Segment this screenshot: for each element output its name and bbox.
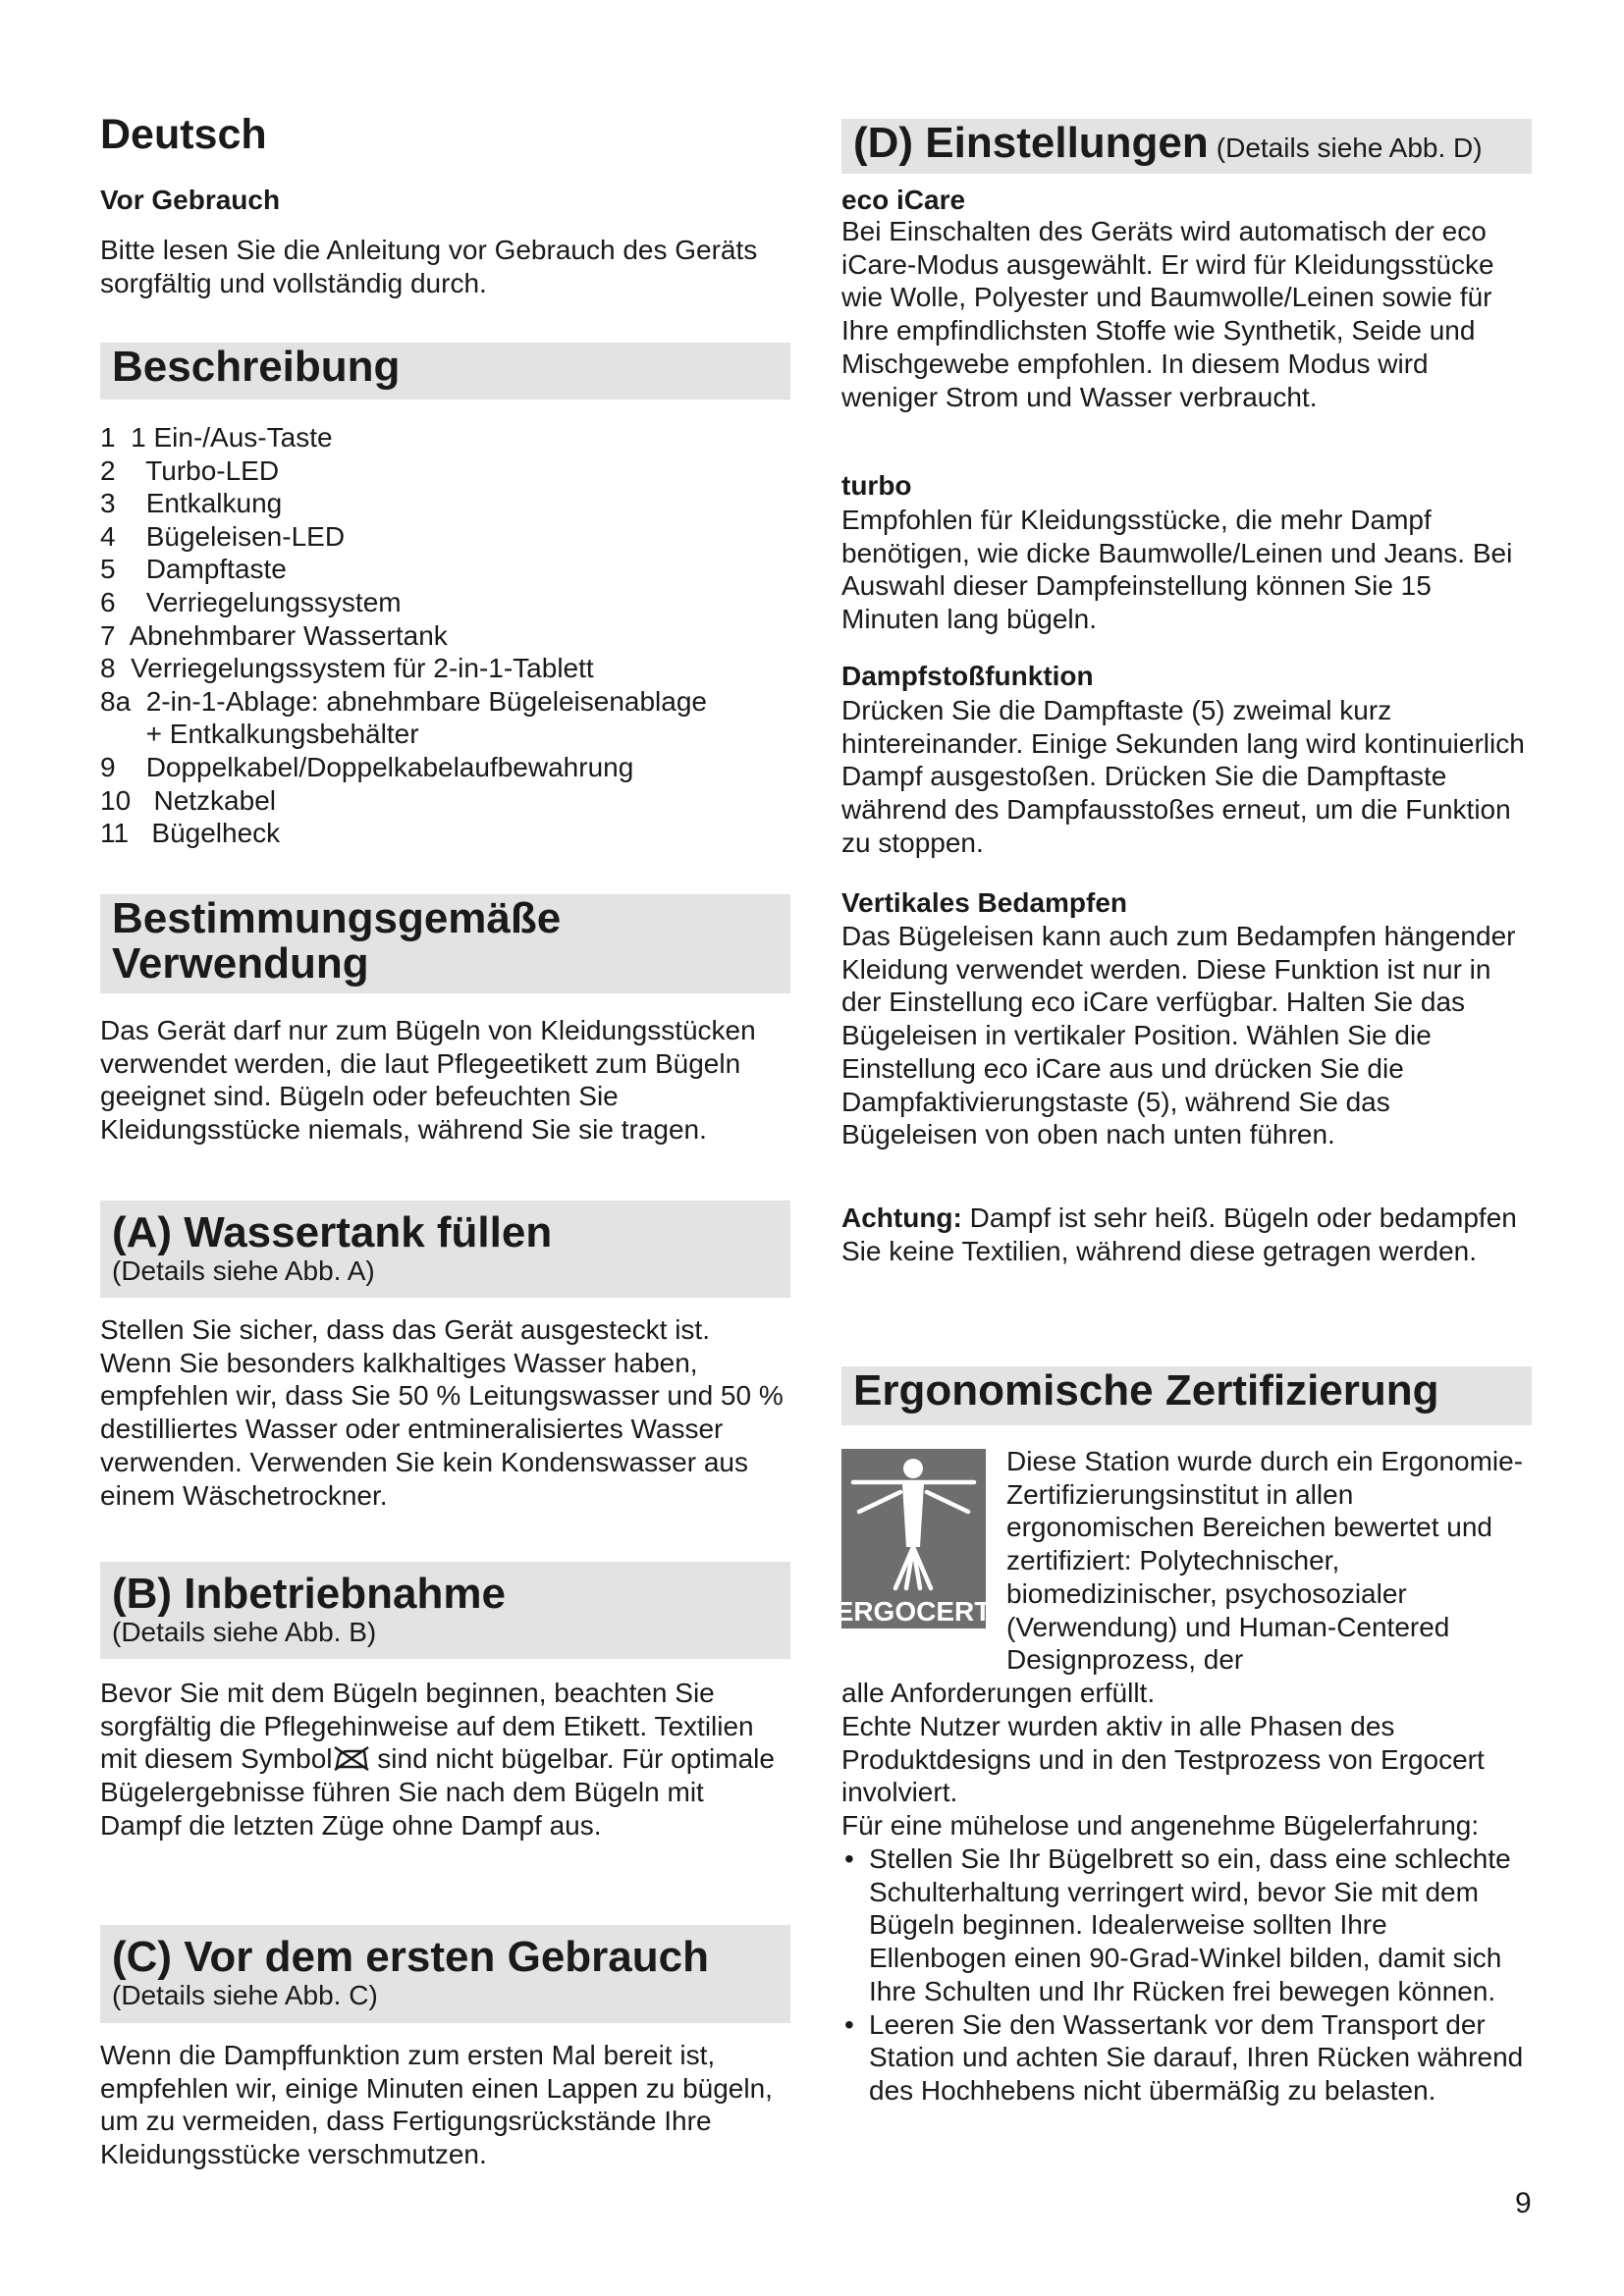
ergo-text-intro: Für eine mühelose und angenehme Bügelerfahrung:: [841, 1810, 1480, 1841]
no-ironing-icon: [333, 1745, 370, 1771]
list-item: [841, 2008, 1532, 2108]
bestimmung-text: Das Gerät darf nur zum Bügeln von Kleidungsstücken verwendet werden, die laut Pflegeetikett zum Bügeln geeignet sind. Bügeln oder befeuchten Sie Kleidungsstücke niemals, während Sie sie tragen.: [100, 1015, 756, 1146]
section-b-text-part1: Bevor Sie mit dem Bügeln beginnen, beachten Sie sorgfältig die Pflegehinweise auf dem Etikett. Textilien mit diesem Symbol: [100, 1678, 754, 1775]
section-b-title: (B) Inbetriebnahme: [112, 1570, 506, 1618]
ergo-header: [841, 1366, 1532, 1425]
ergo-title: Ergonomische Zertifizierung: [853, 1366, 1439, 1415]
page-number: 9: [1515, 2187, 1532, 2219]
section-a-text: Stellen Sie sicher, dass das Gerät ausgesteckt ist. Wenn Sie besonders kalkhaltiges Wasser haben, empfehlen wir, dass Sie 50 % Leitungswasser und 50 % destilliertes Wasser oder entmineralisiertes Wasser verwenden. Verwenden Sie kein Kondenswasser aus einem Wäschetrockner.: [100, 1314, 784, 1511]
section-c-header: [100, 1925, 790, 2023]
achtung-label: Achtung:: [841, 1202, 962, 1233]
section-b-text-part2: sind nicht bügelbar. Für optimale Bügelergebnisse führen Sie nach dem Bügeln mit Dampf die letzten Züge ohne Dampf aus.: [100, 1743, 775, 1841]
eco-icare-text: Bei Einschalten des Geräts wird automatisch der eco iCare-Modus ausgewählt. Er wird für Kleidungsstücke wie Wolle, Polyester und Baumwolle/Leinen sowie für Ihre empfindlichsten Stoffe wie Synthetik, Seide und Mischgewebe empfohlen. In diesem Modus wird weniger Strom und Wasser verbraucht.: [841, 216, 1494, 412]
eco-icare-heading: eco iCare: [841, 185, 966, 215]
section-b-header: [100, 1562, 790, 1659]
list-item: 8 Verriegelungssystem für 2-in-1-Tablett: [100, 653, 594, 684]
ergocert-logo: [841, 1449, 986, 1629]
list-item: 4 Bügeleisen-LED: [100, 520, 346, 552]
section-c-text: Wenn die Dampffunktion zum ersten Mal bereit ist, empfehlen wir, einige Minuten einen Lappen zu bügeln, um zu vermeiden, dass Fertigungsrückstände Ihre Kleidungsstücke verschmutzen.: [100, 2040, 773, 2170]
ergo-bullet-list: [841, 1842, 1532, 2108]
list-item: 6 Verriegelungssystem: [100, 586, 402, 617]
vor-gebrauch-heading: Vor Gebrauch: [100, 185, 281, 215]
ergo-text-cont: alle Anforderungen erfüllt.: [841, 1678, 1156, 1708]
list-item: 7 Abnehmbarer Wassertank: [100, 619, 448, 651]
section-c-subtitle: (Details siehe Abb. C): [112, 1980, 378, 2010]
ergocert-logo-text: ERGOCERT: [841, 1596, 986, 1627]
vor-gebrauch-text: Bitte lesen Sie die Anleitung vor Gebrauch des Geräts sorgfältig und vollständig durch.: [100, 235, 758, 298]
bestimmung-title-line2: Verwendung: [112, 939, 369, 988]
section-b-text: [100, 1677, 790, 1842]
dampfstoss-heading: Dampfstoßfunktion: [841, 661, 1094, 691]
section-b-subtitle: (Details siehe Abb. B): [112, 1617, 377, 1647]
list-item: 3 Entkalkung: [100, 488, 283, 519]
bullet-text: Leeren Sie den Wassertank vor dem Transport der Station und achten Sie darauf, Ihren Rücken während des Hochhebens nicht übermäßig zu belasten.: [869, 2008, 1524, 2106]
list-item: 11 Bügelheck: [100, 818, 281, 849]
ergo-text-wrap: Diese Station wurde durch ein Ergonomie-Zertifizierungsinstitut in allen ergonomischen Bereichen bewertet und zertifiziert: Polytechnischer, biomedizinischer, psychosozialer (Verwendung) und Human-Centered Designprozess, der: [1006, 1446, 1524, 1676]
beschreibung-header: [100, 343, 790, 400]
section-a-subtitle: (Details siehe Abb. A): [112, 1255, 375, 1286]
turbo-text: Empfohlen für Kleidungsstücke, die mehr Dampf benötigen, wie dicke Baumwolle/Leinen und Jeans. Bei Auswahl dieser Dampfeinstellung können Sie 15 Minuten lang bügeln.: [841, 505, 1513, 635]
section-d-subtitle: (Details siehe Abb. D): [1216, 133, 1483, 163]
list-item: 5 Dampftaste: [100, 554, 287, 585]
section-d-header: [841, 119, 1532, 174]
bullet-icon: •: [844, 2008, 854, 2040]
vertikal-text: Das Bügeleisen kann auch zum Bedampfen hängender Kleidung verwendet werden. Diese Funktion ist nur in der Einstellung eco iCare verfügbar. Halten Sie das Bügeleisen in vertikaler Position. Wählen Sie die Einstellung eco iCare aus und drücken Sie die Dampfaktivierungstaste (5), während Sie das Bügeleisen von oben nach unten führen.: [841, 921, 1516, 1150]
section-d-title: (D) Einstellungen: [853, 119, 1209, 167]
language-heading: Deutsch: [100, 111, 267, 158]
bullet-icon: •: [844, 1843, 854, 1874]
achtung-text: Dampf ist sehr heiß. Bügeln oder bedampfen Sie keine Textilien, während diese getragen werden.: [841, 1202, 1517, 1266]
turbo-heading: turbo: [841, 470, 912, 501]
section-c-title: (C) Vor dem ersten Gebrauch: [112, 1933, 709, 1981]
section-a-title: (A) Wassertank füllen: [112, 1208, 553, 1256]
list-item: 10 Netzkabel: [100, 784, 276, 816]
vertikal-heading: Vertikales Bedampfen: [841, 887, 1128, 918]
list-item: [841, 1842, 1532, 2008]
dampfstoss-text: Drücken Sie die Dampftaste (5) zweimal kurz hintereinander. Einige Sekunden lang wird kontinuierlich Dampf ausgestoßen. Drücken Sie die Dampftaste während des Dampfausstoßes erneut, um die Funktion zu stoppen.: [841, 695, 1525, 858]
list-item: 9 Doppelkabel/Doppelkabelaufbewahrung: [100, 751, 634, 782]
bullet-text: Stellen Sie Ihr Bügelbrett so ein, dass eine schlechte Schulterhaltung verringert wird, bevor Sie mit dem Bügeln beginnen. Idealerweise sollten Ihre Ellenbogen einen 90-Grad-Winkel bilden, damit sich Ihre Schulten und Ihr Rücken frei bewegen können.: [869, 1843, 1511, 2006]
list-item: 1 1 Ein-/Aus-Taste: [100, 422, 333, 453]
bestimmung-title-line1: Bestimmungsgemäße: [112, 894, 562, 942]
component-list: [100, 421, 707, 850]
section-a-header: [100, 1201, 790, 1298]
list-item: + Entkalkungsbehälter: [100, 719, 419, 750]
beschreibung-title: Beschreibung: [112, 343, 401, 391]
achtung-note: [841, 1201, 1529, 1267]
bestimmung-header: [100, 894, 790, 993]
ergo-text-users: Echte Nutzer wurden aktiv in alle Phasen des Produktdesigns und in den Testprozess von Ergocert involviert.: [841, 1711, 1485, 1808]
list-item: 2 Turbo-LED: [100, 454, 280, 486]
list-item: 8a 2-in-1-Ablage: abnehmbare Bügeleisenablage: [100, 685, 707, 717]
